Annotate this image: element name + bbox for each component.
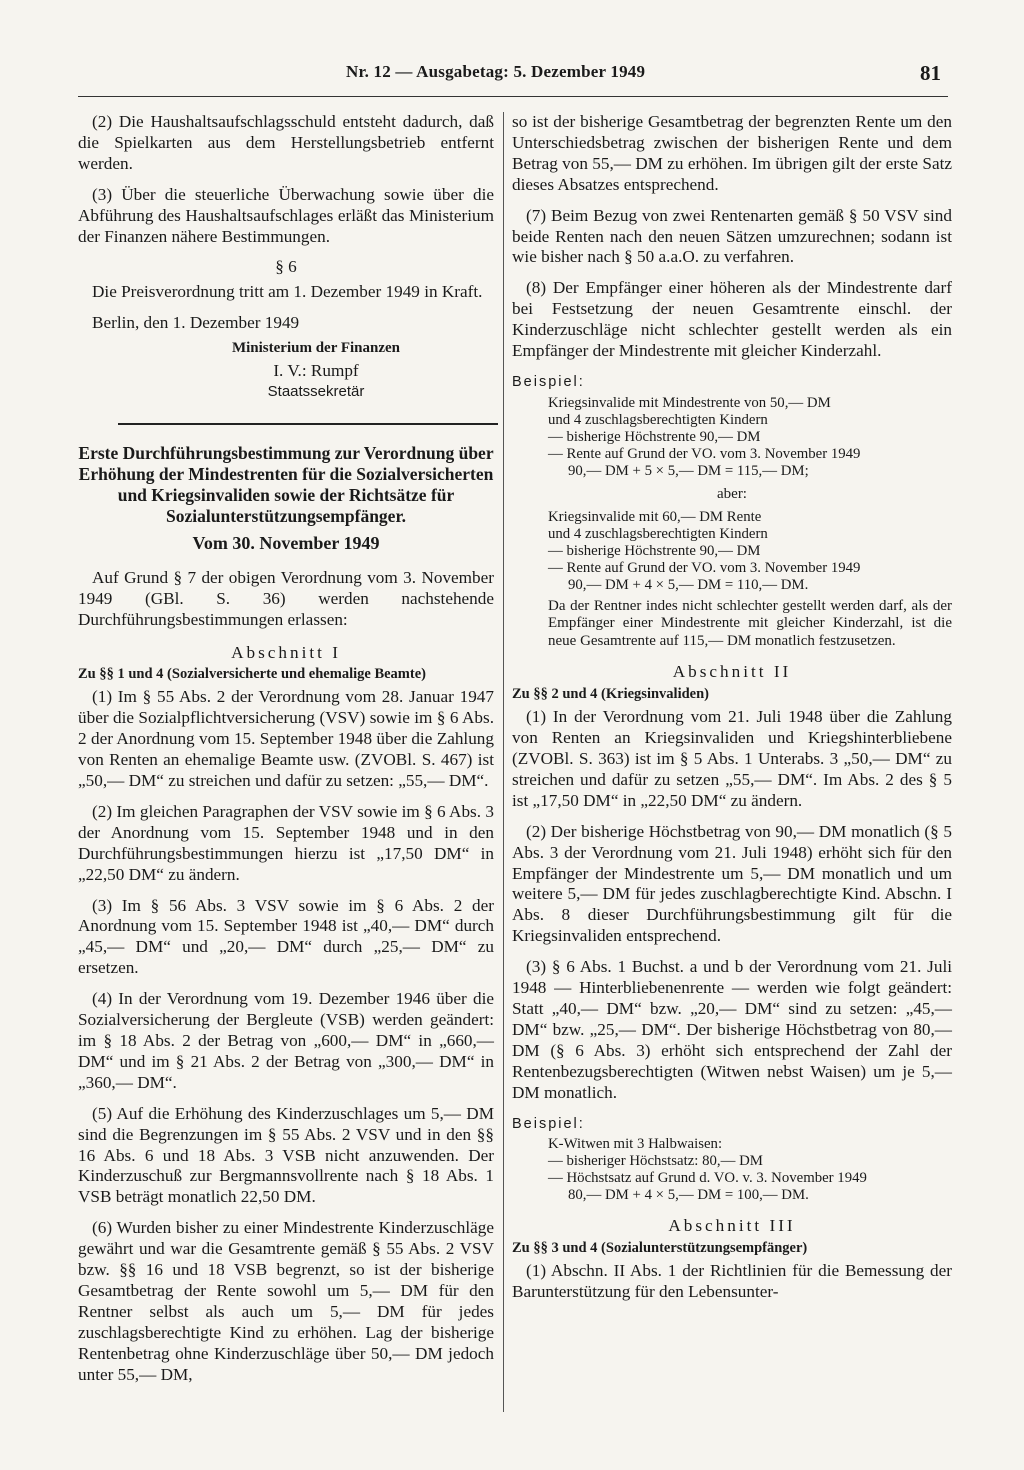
- example-line: — bisherige Höchstrente 90,— DM: [548, 542, 761, 559]
- example-line: — bisherige Höchstrente 90,— DM: [548, 428, 761, 445]
- column-divider: [503, 112, 504, 1412]
- document-title: Erste Durchführungsbestimmung zur Verordnung über Erhöhung der Mindestrenten für die Sozialversicherten und Kriegsinvaliden sowie der Richtsätze für Sozialunterstützungsempfänger.: [78, 442, 494, 526]
- example-line: 80,— DM + 4 × 5,— DM = 100,— DM.: [568, 1187, 809, 1204]
- document-date: Vom 30. November 1949: [192, 532, 380, 553]
- example-line: 90,— DM + 5 × 5,— DM = 115,— DM;: [568, 462, 809, 479]
- section-title: Abschnitt II: [672, 662, 792, 682]
- paragraph: (1) Im § 55 Abs. 2 der Verordnung vom 28. Januar 1947 über die Sozialpflichtversicherung (VSV) sowie im § 6 Abs. 2 der Anordnung vom 15. September 1948 über die Zahlung von Renten an ehemalige Beamte usw. (ZVOBl. S. 467) ist „50,— DM“ zu streichen und dafür zu setzen: „55,— DM“.: [78, 687, 494, 791]
- example-block: [548, 509, 952, 594]
- paragraph: (1) Abschn. II Abs. 1 der Richtlinien für die Bemessung der Barunterstützung für den Lebensunter-: [512, 1261, 952, 1302]
- header-rule: [78, 96, 948, 97]
- section-subtitle: Zu §§ 3 und 4 (Sozialunterstützungsempfänger): [512, 1240, 808, 1257]
- paragraph: (3) Über die steuerliche Überwachung sowie über die Abführung des Haushaltsaufschlages erläßt das Ministerium der Finanzen nähere Bestimmungen.: [78, 184, 494, 246]
- example-block: [548, 395, 952, 480]
- example-line: Kriegsinvalide mit Mindestrente von 50,— DM: [548, 394, 831, 411]
- example-note: Da der Rentner indes nicht schlechter gestellt werden darf, als der Empfänger einer Mindestrente mit gleicher Kinderzahl, ist die neue Gesamtrente auf 115,— DM monatlich festzusetzen.: [548, 597, 952, 649]
- paragraph: (5) Auf die Erhöhung des Kinderzuschlages um 5,— DM sind die Begrenzungen im § 55 Abs. 2 VSV und in den §§ 16 Abs. 6 und 18 Abs. 3 VSB nicht anzuwenden. Der Kinderzuschuß zur Bergmannsvollrente nach § 18 Abs. 1 VSB beträgt monatlich 22,50 DM.: [78, 1103, 494, 1207]
- paragraph: (2) Die Haushaltsaufschlagsschuld entsteht dadurch, daß die Spielkarten aus dem Herstellungsbetrieb entfernt werden.: [78, 112, 494, 173]
- section-subtitle: Zu §§ 2 und 4 (Kriegsinvaliden): [512, 686, 709, 703]
- example-line: und 4 zuschlagsberechtigten Kindern: [548, 525, 768, 542]
- example-line: — bisheriger Höchstsatz: 80,— DM: [548, 1153, 763, 1170]
- example-line: — Rente auf Grund der VO. vom 3. November 1949: [548, 445, 861, 462]
- section-title: Abschnitt III: [668, 1216, 796, 1236]
- example-line: — Höchstsatz auf Grund d. VO. v. 3. November 1949: [548, 1170, 867, 1187]
- paragraph: (7) Beim Bezug von zwei Rentenarten gemäß § 50 VSV sind beide Renten nach den neuen Sätzen umzurechnen; sodann ist wie bisher nach § 50 a.a.O. zu verfahren.: [512, 205, 952, 267]
- section-title: Abschnitt I: [231, 642, 341, 662]
- paragraph: (6) Wurden bisher zu einer Mindestrente Kinderzuschläge gewährt und war die Gesamtrente gemäß § 55 Abs. 2 VSV bzw. §§ 16 und 18 VSB begrenzt, so ist der bisherige Gesamtbetrag der Rente sowohl um 5,— DM für den Rentner selbst als auch um 5,— DM für jedes zuschlagsberechtigte Kind zu erhöhen. Lag der bisherige Rentenbetrag ohne Kinderzuschläge über 50,— DM jedoch unter 55,— DM,: [78, 1218, 494, 1384]
- paragraph: (3) § 6 Abs. 1 Buchst. a und b der Verordnung vom 21. Juli 1948 — Hinterbliebenenrente — werden wie folgt geändert: Statt „40,— DM“ bzw. „20,— DM“ sind zu setzen: „45,— DM“ bzw. „25,— DM“. Der bisherige Höchstbetrag von 80,— DM (§ 6 Abs. 3) erhöht sich entsprechend der Zahl der Rentenbezugsberechtigten (Witwen nebst Waisen) um je 5,— DM monatlich.: [512, 957, 952, 1102]
- paragraph: (8) Der Empfänger einer höheren als der Mindestrente darf bei Festsetzung der neuen Gesamtrente einschl. der Kinderzuschläge nicht schlechter gestellt werden als ein Empfänger der Mindestrente mit gleicher Kinderzahl.: [512, 278, 952, 361]
- paragraph: so ist der bisherige Gesamtbetrag der begrenzten Rente um den Unterschiedsbetrag zwischen der bisherigen Rente und dem Betrag von 55,— DM zu erhöhen. Im übrigen gilt der erste Satz dieses Absatzes entsprechend.: [512, 112, 952, 194]
- example-line: — Rente auf Grund der VO. vom 3. November 1949: [548, 559, 861, 576]
- example-conjunction: aber:: [717, 485, 747, 502]
- example-line: und 4 zuschlagsberechtigten Kindern: [548, 411, 768, 428]
- left-column: [78, 112, 494, 1396]
- paragraph: (1) In der Verordnung vom 21. Juli 1948 über die Zahlung von Renten an Kriegsinvaliden und Kriegshinterbliebene (ZVOBl. S. 363) ist im § 5 Abs. 1 Unterabs. 3 „50,— DM“ zu streichen und dafür zu setzen „55,— DM“. Im Abs. 2 des § 5 ist „17,50 DM“ in „22,50 DM“ zu ändern.: [512, 707, 952, 810]
- paragraph: (3) Im § 56 Abs. 3 VSV sowie im § 6 Abs. 2 der Anordnung vom 15. September 1948 ist „40,— DM“ durch „45,— DM“ und „20,— DM“ durch „25,— DM“ zu ersetzen.: [78, 895, 494, 978]
- example-block: [548, 1136, 952, 1204]
- example-line: Kriegsinvalide mit 60,— DM Rente: [548, 508, 762, 525]
- page-header: [0, 62, 1024, 92]
- paragraph: Die Preisverordnung tritt am 1. Dezember 1949 in Kraft.: [92, 282, 483, 302]
- section-subtitle: Zu §§ 1 und 4 (Sozialversicherte und ehemalige Beamte): [78, 666, 426, 683]
- page-number: 81: [920, 61, 941, 85]
- issue-line: Nr. 12 — Ausgabetag: 5. Dezember 1949: [346, 62, 646, 81]
- section-heading: § 6: [275, 257, 297, 277]
- paragraph: (2) Der bisherige Höchstbetrag von 90,— DM monatlich (§ 5 Abs. 3 der Verordnung vom 21. Juli 1948) erhöht sich für den Empfänger der Mindestrente um 5,— DM monatlich und um weitere 5,— DM für jedes zuschlagberechtigte Kind. Abschn. I Abs. 8 dieser Durchführungsbestimmung gilt für die Kriegsinvaliden entsprechend.: [512, 821, 952, 946]
- example-label: Beispiel:: [512, 373, 585, 390]
- example-line: 90,— DM + 4 × 5,— DM = 110,— DM.: [568, 576, 809, 593]
- paragraph: (4) In der Verordnung vom 19. Dezember 1946 über die Sozialversicherung der Bergleute (VSB) werden geändert: im § 18 Abs. 2 der Betrag von „600,— DM“ in „660,— DM“ und im § 21 Abs. 2 der Betrag von „300,— DM“ in „360,— DM“.: [78, 989, 494, 1092]
- signature-name: I. V.: Rumpf: [273, 361, 359, 381]
- place-date: Berlin, den 1. Dezember 1949: [92, 313, 300, 333]
- right-column: [512, 112, 952, 1313]
- example-line: K-Witwen mit 3 Halbwaisen:: [548, 1136, 723, 1153]
- separator-rule: [118, 423, 498, 425]
- signature-ministry: Ministerium der Finanzen: [231, 340, 401, 357]
- paragraph: (2) Im gleichen Paragraphen der VSV sowie im § 6 Abs. 3 der Anordnung vom 15. September 1948 und in den Durchführungsbestimmungen hierzu ist „17,50 DM“ in „22,50 DM“ zu ändern.: [78, 801, 494, 884]
- example-label: Beispiel:: [512, 1115, 585, 1132]
- paragraph: Auf Grund § 7 der obigen Verordnung vom 3. November 1949 (GBl. S. 36) werden nachstehende Durchführungsbestimmungen erlassen:: [78, 567, 494, 629]
- signature-title: Staatssekretär: [267, 382, 365, 400]
